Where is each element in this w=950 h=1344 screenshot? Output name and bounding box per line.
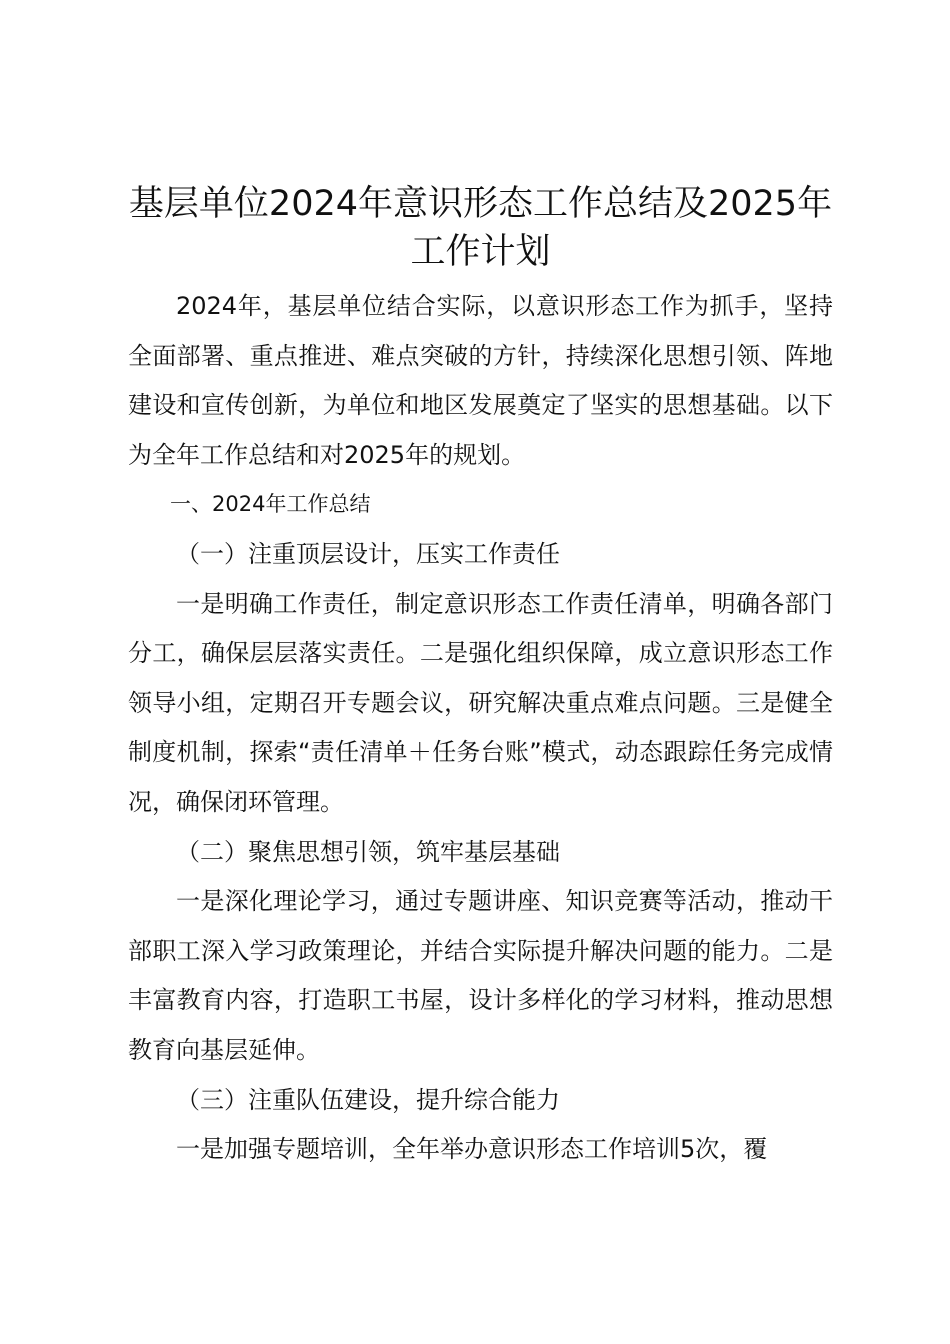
subsection-heading-1: （一）注重顶层设计，压实工作责任 bbox=[176, 539, 560, 568]
section-heading-summary: 一、2024年工作总结 bbox=[170, 492, 371, 517]
subsection-body-3: 一是加强专题培训，全年举办意识形态工作培训5次，覆 bbox=[176, 1135, 768, 1164]
document-title: 基层单位2024年意识形态工作总结及2025年工作计划 bbox=[128, 184, 833, 272]
document-page bbox=[128, 180, 833, 1175]
intro-paragraph: 2024年，基层单位结合实际，以意识形态工作为抓手，坚持全面部署、重点推进、难点突破的方针，持续深化思想引领、阵地建设和宣传创新，为单位和地区发展奠定了坚实的思想基础。以下为全年工作总结和对2025年的规划。 bbox=[128, 292, 833, 469]
subsection-body-1: 一是明确工作责任，制定意识形态工作责任清单，明确各部门分工，确保层层落实责任。二是强化组织保障，成立意识形态工作领导小组，定期召开专题会议，研究解决重点难点问题。三是健全制度机制，探索“责任清单＋任务台账”模式，动态跟踪任务完成情况，确保闭环管理。 bbox=[128, 589, 833, 816]
subsection-heading-3: （三）注重队伍建设，提升综合能力 bbox=[176, 1085, 560, 1114]
subsection-heading-2: （二）聚焦思想引领，筑牢基层基础 bbox=[176, 837, 560, 866]
subsection-body-2: 一是深化理论学习，通过专题讲座、知识竞赛等活动，推动干部职工深入学习政策理论，并结合实际提升解决问题的能力。二是丰富教育内容，打造职工书屋，设计多样化的学习材料，推动思想教育向基层延伸。 bbox=[128, 887, 833, 1064]
